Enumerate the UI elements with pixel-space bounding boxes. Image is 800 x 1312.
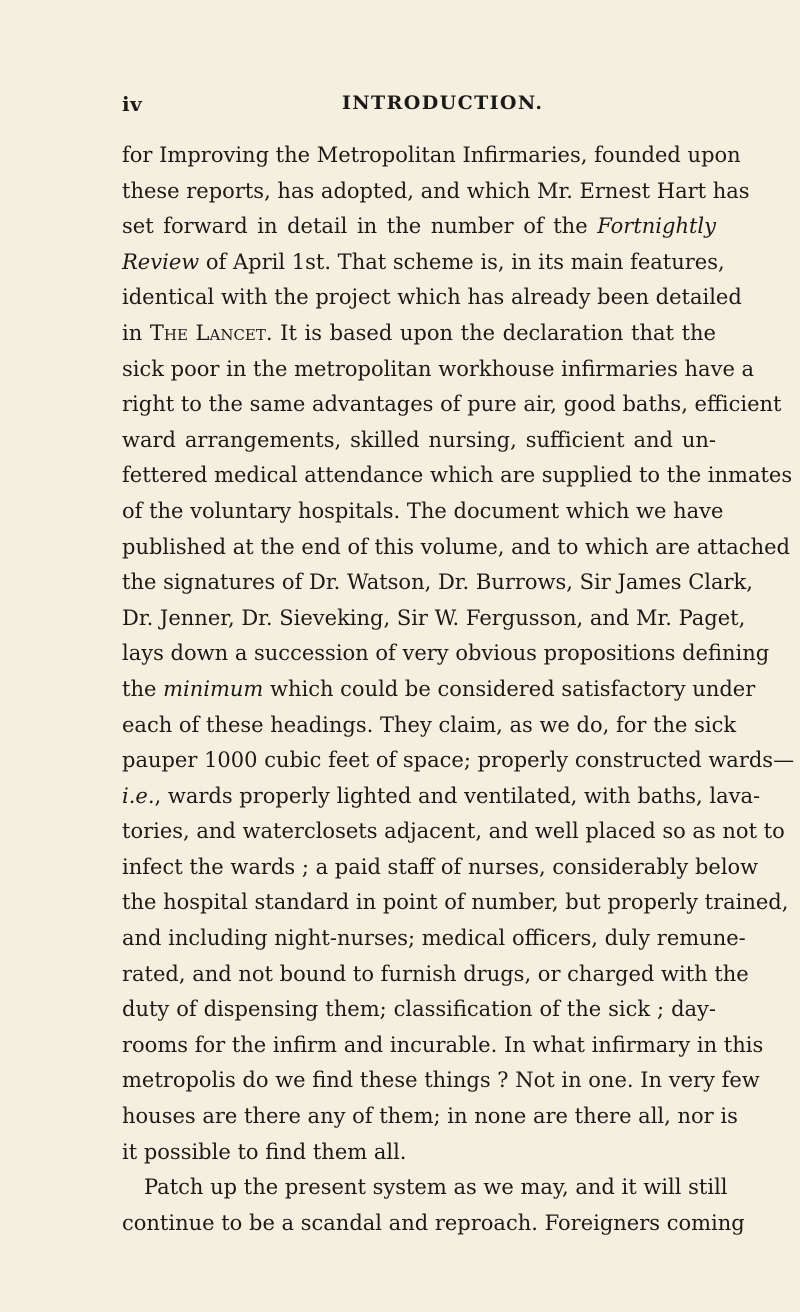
text-line: [122, 494, 724, 530]
text-line-text: , wards properly lighted and ventilated, with baths, lava-: [154, 783, 761, 808]
text-line-text: Dr. Jenner, Dr. Sieveking, Sir W. Fergusson, and Mr. Paget,: [122, 605, 746, 630]
text-line-post: . It is based upon the declaration that the: [265, 320, 716, 345]
text-line: [122, 601, 746, 637]
text-line-text: the hospital standard in point of number, but properly trained,: [122, 890, 789, 915]
text-line-text: published at the end of this volume, and to which are attached: [122, 534, 790, 559]
text-line: [122, 1063, 760, 1099]
text-line-italic: minimum: [163, 676, 264, 701]
page-header: [122, 92, 714, 120]
text-line: [122, 209, 716, 245]
text-line: [122, 1135, 716, 1171]
text-line-italic-pre: i.e.: [122, 783, 155, 808]
text-line-text: Patch up the present system as we may, and it will still: [144, 1175, 728, 1200]
text-line: [122, 992, 716, 1028]
text-line: [122, 885, 789, 921]
text-line-text: right to the same advantages of pure air, good baths, efficient: [122, 392, 782, 417]
text-line-text: for Improving the Metropolitan Infirmaries, founded upon: [122, 143, 741, 167]
text-line-text: ward arrangements, skilled nursing, sufficient and un-: [122, 427, 716, 452]
text-line: [122, 1170, 728, 1206]
text-line: [122, 316, 716, 352]
text-line: [122, 814, 785, 850]
text-line-text: these reports, has adopted, and which Mr. Ernest Hart has: [122, 178, 750, 203]
text-line-pre: the: [122, 676, 164, 701]
text-line: [122, 387, 782, 423]
text-line-text: sick poor in the metropolitan workhouse infirmaries have a: [122, 356, 755, 381]
text-line-text: tories, and waterclosets adjacent, and well placed so as not to: [122, 819, 785, 844]
text-line: [122, 423, 716, 459]
text-line: [122, 530, 790, 566]
text-line-text: the signatures of Dr. Watson, Dr. Burrows, Sir James Clark,: [122, 570, 753, 595]
page-number: iv: [122, 92, 143, 116]
text-line: [122, 957, 749, 993]
text-line-text: lays down a succession of very obvious propositions defining: [122, 641, 770, 666]
text-line-text: metropolis do we find these things ? Not in one. In very few: [122, 1068, 760, 1093]
text-line: [122, 174, 750, 210]
text-line: [122, 280, 742, 316]
text-line: [122, 850, 759, 886]
text-line: [122, 458, 793, 494]
text-line-text: it possible to find them all.: [122, 1139, 407, 1164]
text-line: [122, 352, 755, 388]
text-line-text: infect the wards ; a paid staff of nurses, considerably below: [122, 854, 759, 879]
text-line: [122, 921, 746, 957]
text-line: [122, 1028, 764, 1064]
text-line-text: houses are there any of them; in none are there all, nor is: [122, 1104, 738, 1129]
text-line: [122, 245, 725, 281]
text-line: [122, 1099, 738, 1135]
body-text: [122, 138, 795, 1241]
text-line-text: identical with the project which has already been detailed: [122, 285, 742, 310]
text-line-text: fettered medical attendance which are supplied to the inmates: [122, 463, 793, 488]
text-line-text: continue to be a scandal and reproach. Foreigners coming: [122, 1210, 745, 1235]
text-line-text: rooms for the infirm and incurable. In what infirmary in this: [122, 1032, 764, 1057]
text-line: [122, 708, 737, 744]
text-line: [122, 565, 753, 601]
text-line-text: duty of dispensing them; classification of the sick ; day-: [122, 997, 716, 1022]
text-line: [122, 138, 741, 174]
text-line-italic: Fortnightly: [597, 214, 716, 239]
text-line-pre: set forward in detail in the number of the: [122, 214, 598, 239]
text-line-text: each of these headings. They claim, as we do, for the sick: [122, 712, 737, 737]
text-line-post: which could be considered satisfactory under: [263, 676, 756, 701]
text-line-text: and including night-nurses; medical officers, duly remune-: [122, 926, 746, 951]
text-line: [122, 743, 795, 779]
text-line-text: rated, and not bound to furnish drugs, or charged with the: [122, 961, 749, 986]
text-line: [122, 779, 761, 815]
text-line-text: pauper 1000 cubic feet of space; properly constructed wards—: [122, 748, 795, 773]
text-line: [122, 1206, 745, 1242]
text-line-italic-pre: Review: [122, 249, 200, 274]
text-line-text: of April 1st. That scheme is, in its main features,: [199, 249, 725, 274]
text-line-pre: in: [122, 320, 150, 345]
text-line-text: of the voluntary hospitals. The document which we have: [122, 498, 724, 523]
running-head: INTRODUCTION.: [342, 92, 544, 114]
text-line-smallcaps: The Lancet: [149, 320, 266, 345]
text-line: [122, 636, 770, 672]
text-line: [122, 672, 756, 708]
